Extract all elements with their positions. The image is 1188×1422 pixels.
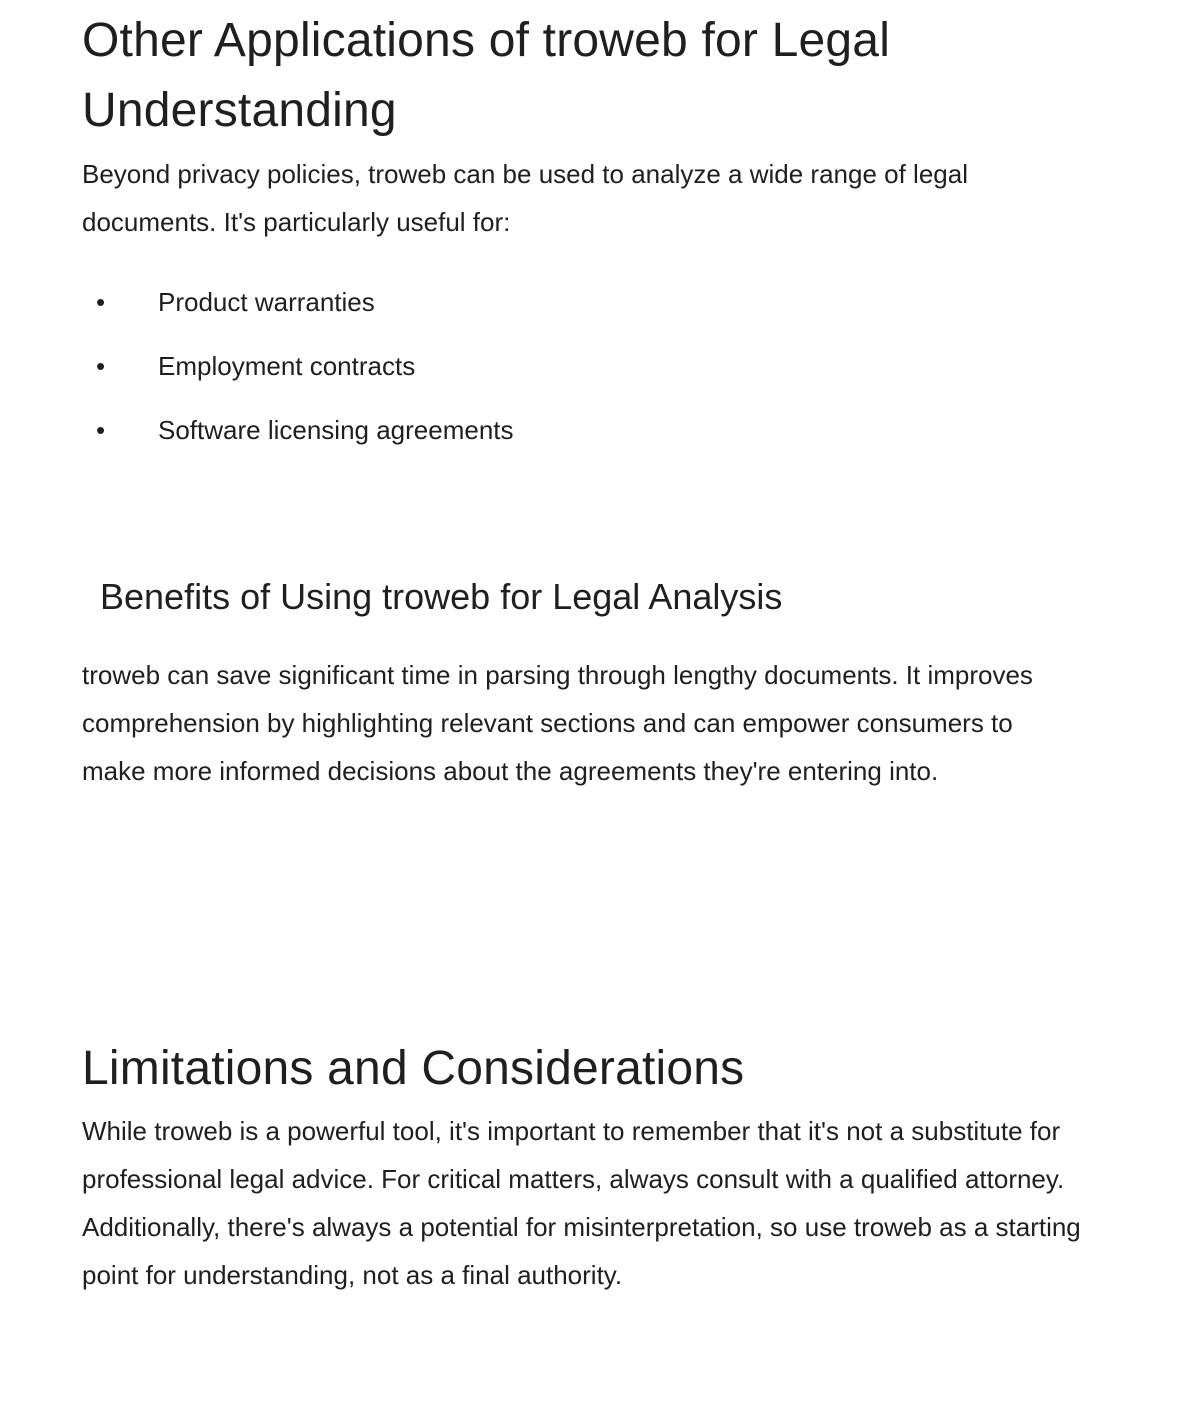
document-types-list [82,270,982,462]
bullet-icon: • [96,287,106,317]
list-item-text: Product warranties [158,287,375,317]
heading-other-applications: Other Applications of troweb for Legal Understanding [82,14,891,137]
list-item [82,334,982,398]
heading-benefits: Benefits of Using troweb for Legal Analysis [100,576,783,617]
list-item [82,398,982,462]
paragraph-benefits: troweb can save significant time in parsing through lengthy documents. It improves comprehension by highlighting relevant sections and can empower consumers to make more informed decisions about the agreements they're entering into. [82,660,1033,786]
paragraph-other-applications-intro: Beyond privacy policies, troweb can be used to analyze a wide range of legal documents. It's particularly useful for: [82,159,968,237]
heading-limitations: Limitations and Considerations [82,1042,745,1095]
bullet-icon: • [96,351,106,381]
bullet-icon: • [96,415,106,445]
paragraph-limitations: While troweb is a powerful tool, it's important to remember that it's not a substitute for professional legal advice. For critical matters, always consult with a qualified attorney. Additionally, there's always a potential for misinterpretation, so use troweb as a starting point for understanding, not as a final authority. [82,1116,1081,1290]
list-item-text: Employment contracts [158,351,416,381]
list-item [82,270,982,334]
list-item-text: Software licensing agreements [158,415,514,445]
